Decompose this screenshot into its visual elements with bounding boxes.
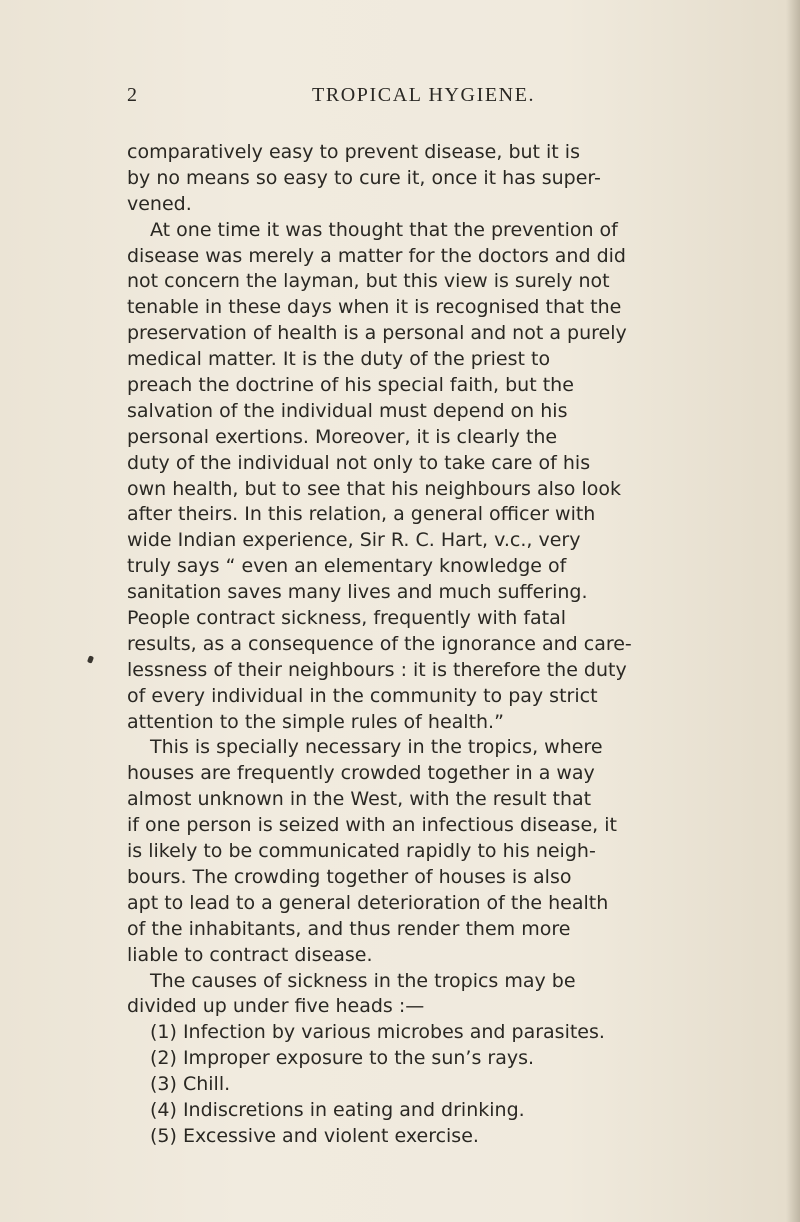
paragraph-start-line: The causes of sickness in the tropics may be xyxy=(150,969,576,992)
text-line: own health, but to see that his neighbours also look xyxy=(127,477,621,500)
text-line: disease was merely a matter for the doctors and did xyxy=(127,244,626,267)
text-line: wide Indian experience, Sir R. C. Hart, v.c., very xyxy=(127,529,581,552)
paragraph-start-line: This is specially necessary in the tropics, where xyxy=(150,736,603,759)
list-item: (3) Chill. xyxy=(150,1073,231,1096)
text-line: comparatively easy to prevent disease, but it is xyxy=(127,141,580,163)
text-line: salvation of the individual must depend on his xyxy=(127,399,568,422)
running-head: TROPICAL HYGIENE. xyxy=(312,84,536,106)
text-line: by no means so easy to cure it, once it has super- xyxy=(127,166,601,189)
text-line: duty of the individual not only to take care of his xyxy=(127,451,591,474)
text-line: divided up under five heads :— xyxy=(127,995,425,1018)
text-line: vened. xyxy=(127,192,192,215)
list-item: (1) Infection by various microbes and parasites. xyxy=(150,1021,605,1044)
text-line: lessness of their neighbours : it is therefore the duty xyxy=(127,658,627,681)
text-line: of every individual in the community to pay strict xyxy=(127,684,598,707)
text-line: sanitation saves many lives and much suffering. xyxy=(127,581,588,604)
margin-mark xyxy=(87,655,94,663)
text-line: personal exertions. Moreover, it is clearly the xyxy=(127,425,558,448)
paragraph-start-line: At one time it was thought that the prevention of xyxy=(150,218,618,241)
text-line: preach the doctrine of his special faith, but the xyxy=(127,374,574,397)
text-line: is likely to be communicated rapidly to his neigh- xyxy=(127,840,596,863)
text-line: bours. The crowding together of houses is also xyxy=(127,865,572,888)
page-header xyxy=(127,84,692,110)
text-line: not concern the layman, but this view is surely not xyxy=(127,270,610,293)
text-line: liable to contract disease. xyxy=(127,943,373,966)
page-edge-shadow xyxy=(786,0,800,1222)
text-line: apt to lead to a general deterioration of the health xyxy=(127,891,609,914)
text-line: truly says “ even an elementary knowledge of xyxy=(127,555,567,578)
text-line: after theirs. In this relation, a general officer with xyxy=(127,503,596,526)
body-text xyxy=(127,140,707,1150)
text-line: tenable in these days when it is recognised that the xyxy=(127,296,622,319)
list-item: (4) Indiscretions in eating and drinking. xyxy=(150,1098,525,1121)
list-item: (2) Improper exposure to the sun’s rays. xyxy=(150,1047,535,1070)
text-line: preservation of health is a personal and not a purely xyxy=(127,322,627,345)
text-line: houses are frequently crowded together in a way xyxy=(127,762,595,785)
text-line: if one person is seized with an infectious disease, it xyxy=(127,814,617,837)
page-number: 2 xyxy=(127,84,139,106)
list-item: (5) Excessive and violent exercise. xyxy=(150,1124,479,1147)
text-line: almost unknown in the West, with the result that xyxy=(127,788,592,811)
text-line: results, as a consequence of the ignorance and care- xyxy=(127,632,632,655)
text-line: People contract sickness, frequently with fatal xyxy=(127,607,567,630)
text-line: of the inhabitants, and thus render them more xyxy=(127,917,571,940)
text-line: medical matter. It is the duty of the priest to xyxy=(127,348,551,371)
text-line: attention to the simple rules of health.” xyxy=(127,710,504,733)
